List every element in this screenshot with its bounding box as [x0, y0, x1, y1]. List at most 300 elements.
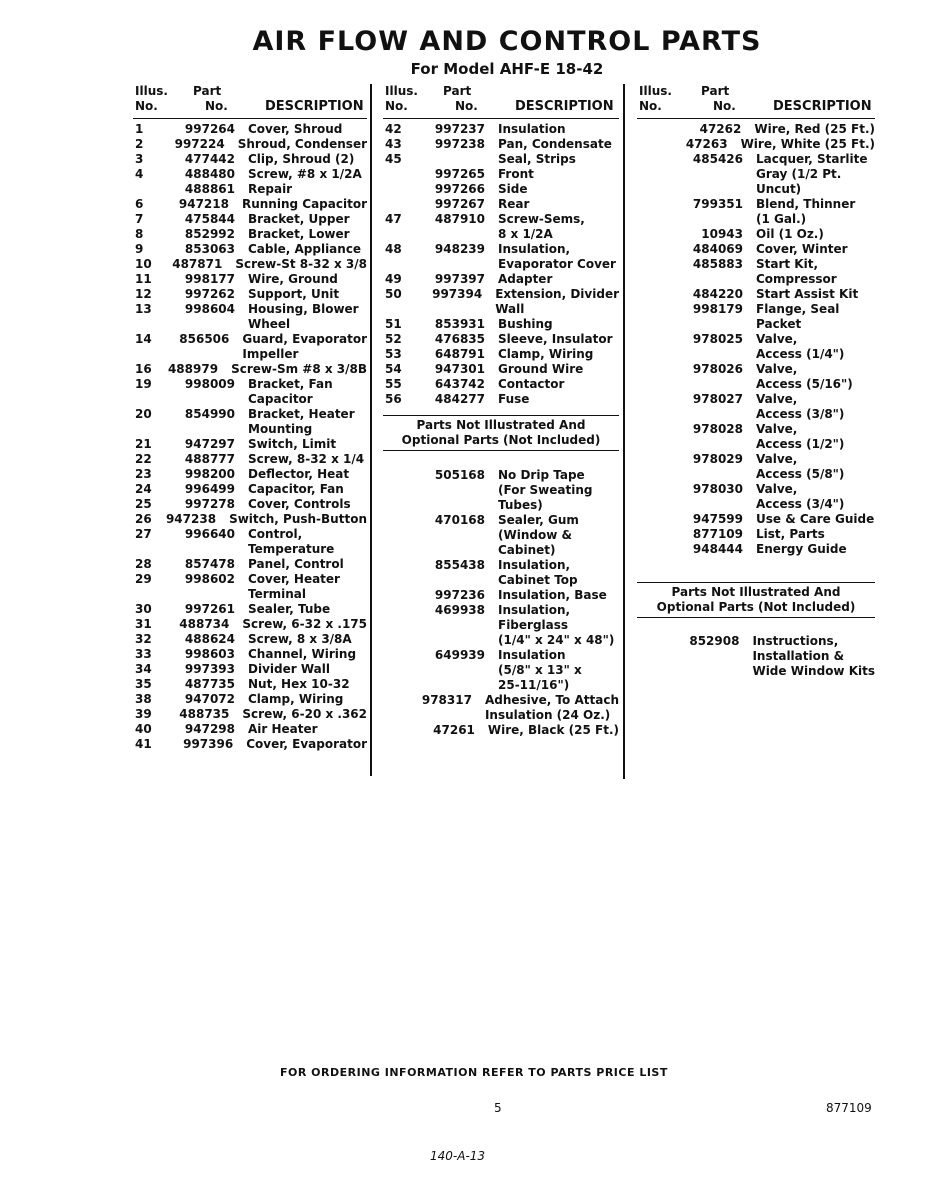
- description-line: Adhesive, To Attach: [484, 693, 619, 707]
- part-row: [133, 272, 367, 287]
- section-divider: [383, 450, 619, 451]
- part-description: [248, 437, 336, 452]
- part-row: [133, 527, 367, 557]
- part-row: [383, 362, 619, 377]
- section-heading-line: Optional Parts (Not Included): [656, 600, 856, 614]
- part-description: [498, 212, 585, 242]
- part-description: [756, 152, 868, 197]
- part-number: 996640: [184, 527, 235, 541]
- part-row: [133, 122, 367, 137]
- part-description: [248, 152, 354, 167]
- part-number: 947218: [178, 197, 229, 211]
- part-row: [133, 497, 367, 512]
- illus-number: 49: [385, 272, 402, 286]
- part-row: [383, 588, 619, 603]
- illus-number: 3: [135, 152, 144, 166]
- illus-number: [637, 422, 679, 452]
- part-number: 947599: [692, 512, 743, 526]
- header-illus: Illus.: [639, 84, 672, 98]
- part-row: [383, 603, 619, 648]
- description-line: Side: [498, 182, 528, 196]
- part-row: [133, 557, 367, 572]
- part-description: [242, 197, 367, 212]
- part-row: [637, 527, 875, 542]
- part-row: [133, 647, 367, 662]
- column-divider: [370, 84, 372, 776]
- part-number: 998179: [692, 302, 743, 316]
- part-number: 485426: [692, 152, 743, 166]
- part-row: [637, 137, 875, 152]
- description-line: Wall: [495, 302, 525, 316]
- part-number: 947298: [184, 722, 235, 736]
- illus-number: [383, 182, 425, 197]
- part-row: [383, 182, 619, 197]
- description-line: Tubes): [498, 498, 543, 512]
- part-number: 488979: [167, 362, 219, 376]
- illus-number: [637, 332, 679, 362]
- illus-number: 7: [135, 212, 144, 226]
- illus-number: [637, 452, 679, 482]
- part-description: [498, 377, 564, 392]
- description-line: Screw, 6-32 x .175: [242, 617, 367, 631]
- description-line: Instructions,: [752, 634, 839, 648]
- description-line: Access (3/8"): [756, 407, 845, 421]
- part-description: [248, 302, 359, 332]
- part-description: [242, 707, 367, 722]
- part-description: [756, 542, 847, 557]
- part-description: [756, 242, 848, 257]
- part-description: [248, 572, 340, 602]
- part-number: 487735: [184, 677, 235, 691]
- description-line: Contactor: [498, 377, 565, 391]
- header-part-no: No.: [205, 99, 228, 113]
- part-row: [637, 257, 875, 287]
- part-description: [498, 513, 579, 558]
- part-row: [637, 122, 875, 137]
- illus-number: [637, 227, 679, 242]
- illus-number: 35: [135, 677, 152, 691]
- illus-number: [383, 723, 421, 738]
- description-line: Fiberglass: [498, 618, 569, 632]
- part-row: [133, 167, 367, 182]
- description-line: Flange, Seal: [756, 302, 840, 316]
- description-line: Insulation: [498, 122, 566, 136]
- section-heading-line: Parts Not Illustrated And: [671, 585, 841, 599]
- part-number: 856506: [179, 332, 230, 346]
- part-row: [133, 722, 367, 737]
- description-line: Running Capacitor: [241, 197, 367, 211]
- part-number: 484277: [434, 392, 485, 406]
- part-number: 948239: [434, 242, 485, 256]
- part-description: [756, 362, 853, 392]
- illus-number: [637, 527, 679, 542]
- illus-number: [383, 558, 425, 588]
- part-row: [383, 723, 619, 738]
- part-description: [229, 512, 367, 527]
- part-number: 857478: [184, 557, 235, 571]
- column-header: [383, 84, 619, 119]
- part-description: [498, 648, 582, 693]
- illus-number: 45: [385, 152, 402, 166]
- illus-number: 48: [385, 242, 402, 256]
- part-description: [756, 482, 844, 512]
- part-description: [756, 512, 874, 527]
- header-description: DESCRIPTION: [265, 99, 364, 114]
- illus-number: 6: [135, 197, 144, 211]
- part-row: [133, 332, 367, 362]
- description-line: Control,: [248, 527, 303, 541]
- part-number: 485883: [692, 257, 743, 271]
- part-number: 852992: [184, 227, 235, 241]
- illus-number: 26: [135, 512, 152, 526]
- section-heading: [383, 416, 619, 450]
- part-row: [383, 648, 619, 693]
- handwritten-note: 140-A-13: [430, 1149, 486, 1163]
- description-line: Temperature: [248, 542, 335, 556]
- part-number: 998603: [184, 647, 235, 661]
- part-row: [133, 212, 367, 227]
- part-number: 853931: [434, 317, 485, 331]
- part-number: 978029: [692, 452, 743, 466]
- part-description: [248, 692, 343, 707]
- description-line: Access (5/16"): [756, 377, 853, 391]
- part-number: 488734: [179, 617, 230, 631]
- illus-number: 14: [135, 332, 152, 346]
- part-row: [133, 377, 367, 407]
- part-number: 855438: [434, 558, 485, 572]
- illus-number: [637, 392, 679, 422]
- description-line: Valve,: [756, 422, 798, 436]
- part-row: [383, 137, 619, 152]
- description-line: Access (1/2"): [756, 437, 845, 451]
- part-description: [242, 617, 367, 632]
- part-number: 10943: [701, 227, 743, 241]
- description-line: Valve,: [756, 482, 798, 496]
- illus-number: 32: [135, 632, 152, 646]
- illus-number: [637, 512, 679, 527]
- illus-number: [383, 468, 425, 513]
- description-line: Terminal: [248, 587, 307, 601]
- part-description: [756, 227, 824, 242]
- part-row: [133, 467, 367, 482]
- part-description: [498, 152, 576, 167]
- illus-number: [383, 167, 425, 182]
- part-description: [248, 722, 318, 737]
- illus-number: 24: [135, 482, 152, 496]
- illus-number: [383, 513, 425, 558]
- part-number: 997238: [434, 137, 485, 151]
- description-line: 8 x 1/2A: [498, 227, 553, 241]
- description-line: Cover, Controls: [248, 497, 351, 511]
- part-description: [248, 467, 349, 482]
- part-row: [383, 332, 619, 347]
- description-line: Compressor: [756, 272, 837, 286]
- description-line: Cable, Appliance: [248, 242, 362, 256]
- part-row: [637, 287, 875, 302]
- illus-number: [383, 603, 425, 648]
- part-number: 947238: [165, 512, 217, 526]
- illus-number: 2: [135, 137, 144, 151]
- illus-number: 52: [385, 332, 402, 346]
- part-description: [498, 392, 529, 407]
- header-part: Part: [443, 84, 472, 98]
- illus-number: 43: [385, 137, 402, 151]
- part-number: 997266: [434, 182, 485, 196]
- part-description: [498, 603, 614, 648]
- part-description: [248, 602, 330, 617]
- part-row: [133, 302, 367, 332]
- part-number: 469938: [434, 603, 485, 617]
- part-row: [637, 482, 875, 512]
- header-illus-no: No.: [639, 99, 662, 113]
- part-number: 488777: [184, 452, 235, 466]
- part-row: [383, 693, 619, 723]
- description-line: Cover, Heater: [248, 572, 340, 586]
- part-row: [383, 468, 619, 513]
- illus-number: 21: [135, 437, 152, 451]
- description-line: Screw-Sems,: [498, 212, 585, 226]
- part-row: [383, 272, 619, 287]
- description-line: Bracket, Upper: [248, 212, 350, 226]
- header-illus: Illus.: [135, 84, 168, 98]
- illus-number: [637, 362, 679, 392]
- part-description: [498, 362, 583, 377]
- illus-number: 25: [135, 497, 152, 511]
- description-line: Access (5/8"): [756, 467, 845, 481]
- part-description: [498, 137, 612, 152]
- part-description: [248, 272, 338, 287]
- header-illus-no: No.: [135, 99, 158, 113]
- part-description: [231, 362, 367, 377]
- part-row: [637, 392, 875, 422]
- description-line: (5/8" x 13" x: [498, 663, 582, 677]
- part-description: [498, 272, 552, 287]
- description-line: Guard, Evaporator: [242, 332, 367, 346]
- description-line: Nut, Hex 10-32: [248, 677, 350, 691]
- parts-list: [383, 119, 619, 738]
- description-line: Insulation,: [498, 558, 571, 572]
- column-header: [637, 84, 875, 119]
- part-description: [248, 677, 350, 692]
- description-line: Screw, #8 x 1/2A: [248, 167, 362, 181]
- part-row: [133, 602, 367, 617]
- part-row: [133, 707, 367, 722]
- description-line: Front: [498, 167, 534, 181]
- description-line: Extension, Divider: [495, 287, 619, 301]
- part-row: [637, 197, 875, 227]
- part-description: [238, 137, 367, 152]
- part-row: [383, 558, 619, 588]
- part-row: [383, 287, 619, 317]
- part-row: [133, 512, 367, 527]
- description-line: Divider Wall: [248, 662, 330, 676]
- part-description: [498, 197, 529, 212]
- part-number: 978030: [692, 482, 743, 496]
- part-number: 978025: [692, 332, 743, 346]
- part-number: 996499: [184, 482, 235, 496]
- part-description: [248, 227, 350, 242]
- illus-number: [637, 197, 679, 227]
- part-number: 998604: [184, 302, 235, 316]
- part-description: [485, 693, 619, 723]
- header-illus-no: No.: [385, 99, 408, 113]
- description-line: Screw, 6-20 x .362: [242, 707, 367, 721]
- illus-number: 1: [135, 122, 144, 136]
- part-row: [133, 137, 367, 152]
- description-line: Blend, Thinner: [756, 197, 856, 211]
- part-number: 998009: [184, 377, 235, 391]
- part-description: [248, 167, 362, 182]
- illus-number: 51: [385, 317, 402, 331]
- description-line: Pan, Condensate: [498, 137, 612, 151]
- part-number: 947301: [434, 362, 485, 376]
- header-part-no: No.: [455, 99, 478, 113]
- parts-column-1: [133, 84, 367, 752]
- description-line: Housing, Blower: [248, 302, 359, 316]
- description-line: Clamp, Wiring: [248, 692, 344, 706]
- part-row: [133, 692, 367, 707]
- illus-number: 30: [135, 602, 152, 616]
- part-number: 947297: [184, 437, 235, 451]
- part-number: 997278: [184, 497, 235, 511]
- section-heading: [637, 583, 875, 617]
- part-row: [133, 152, 367, 167]
- illus-number: 20: [135, 407, 152, 421]
- part-description: [248, 377, 333, 407]
- part-description: [756, 392, 844, 422]
- part-number: 997261: [184, 602, 235, 616]
- description-line: Wire, White (25 Ft.): [740, 137, 875, 151]
- description-line: Panel, Control: [248, 557, 344, 571]
- part-number: 997236: [434, 588, 485, 602]
- description-line: Mounting: [248, 422, 313, 436]
- part-row: [133, 662, 367, 677]
- part-number: 997396: [183, 737, 234, 751]
- description-line: Capacitor: [248, 392, 313, 406]
- illus-number: 28: [135, 557, 152, 571]
- part-row: [133, 197, 367, 212]
- part-number: 998177: [184, 272, 235, 286]
- part-description: [754, 122, 875, 137]
- description-line: Sealer, Tube: [248, 602, 331, 616]
- part-number: 470168: [434, 513, 485, 527]
- illus-number: [383, 648, 425, 693]
- description-line: Fuse: [498, 392, 530, 406]
- description-line: Impeller: [242, 347, 299, 361]
- description-line: Screw, 8-32 x 1/4: [248, 452, 365, 466]
- part-number: 484220: [692, 287, 743, 301]
- part-number: 475844: [184, 212, 235, 226]
- description-line: Wire, Black (25 Ft.): [487, 723, 619, 737]
- illus-number: [383, 197, 425, 212]
- description-line: Switch, Push-Button: [229, 512, 367, 526]
- part-row: [383, 242, 619, 272]
- header-description: DESCRIPTION: [773, 99, 872, 114]
- page-number: 5: [494, 1101, 502, 1115]
- description-line: Use & Care Guide: [756, 512, 875, 526]
- part-number: 47261: [433, 723, 475, 737]
- header-part: Part: [701, 84, 730, 98]
- part-description: [248, 242, 361, 257]
- description-line: Shroud, Condenser: [237, 137, 367, 151]
- description-line: Access (1/4"): [756, 347, 845, 361]
- part-row: [637, 242, 875, 257]
- part-number: 998200: [184, 467, 235, 481]
- part-row: [637, 542, 875, 557]
- part-row: [133, 182, 367, 197]
- part-number: 978026: [692, 362, 743, 376]
- illus-number: [637, 242, 679, 257]
- part-description: [248, 122, 342, 137]
- description-line: Sleeve, Insulator: [498, 332, 613, 346]
- parts-list: [637, 119, 875, 679]
- part-description: [248, 287, 339, 302]
- illus-number: 39: [135, 707, 152, 721]
- description-line: Support, Unit: [248, 287, 340, 301]
- description-line: Gray (1/2 Pt.: [756, 167, 842, 181]
- part-row: [133, 407, 367, 437]
- part-number: 643742: [434, 377, 485, 391]
- description-line: Clamp, Wiring: [498, 347, 594, 361]
- description-line: Seal, Strips: [498, 152, 576, 166]
- description-line: No Drip Tape: [498, 468, 585, 482]
- parts-column-3: [637, 84, 875, 679]
- description-line: Screw, 8 x 3/8A: [248, 632, 352, 646]
- part-description: [756, 422, 844, 452]
- description-line: Repair: [248, 182, 293, 196]
- section-heading-line: Optional Parts (Not Included): [401, 433, 601, 447]
- part-number: 47263: [685, 137, 728, 151]
- part-description: [248, 452, 364, 467]
- illus-number: 23: [135, 467, 152, 481]
- part-row: [133, 227, 367, 242]
- description-line: Insulation,: [498, 242, 571, 256]
- part-number: 997237: [434, 122, 485, 136]
- part-description: [248, 182, 292, 197]
- part-description: [756, 197, 855, 227]
- illus-number: 38: [135, 692, 152, 706]
- section-heading-line: Parts Not Illustrated And: [416, 418, 586, 432]
- description-line: Insulation (24 Oz.): [484, 708, 611, 722]
- part-row: [383, 122, 619, 137]
- illus-number: 54: [385, 362, 402, 376]
- header-part: Part: [193, 84, 222, 98]
- illus-number: [637, 122, 678, 137]
- part-number: 997265: [434, 167, 485, 181]
- illus-number: [637, 482, 679, 512]
- column-divider: [623, 84, 625, 779]
- part-description: [498, 182, 527, 197]
- illus-number: [637, 257, 679, 287]
- description-line: Wire, Red (25 Ft.): [754, 122, 875, 136]
- part-number: 488861: [184, 182, 235, 196]
- description-line: Switch, Limit: [248, 437, 337, 451]
- part-number: [425, 152, 485, 167]
- description-line: Packet: [756, 317, 802, 331]
- part-row: [133, 362, 367, 377]
- description-line: Bracket, Heater: [248, 407, 355, 421]
- description-line: Cover, Winter: [756, 242, 848, 256]
- part-description: [752, 634, 875, 679]
- part-description: [488, 723, 619, 738]
- part-row: [637, 452, 875, 482]
- illus-number: 31: [135, 617, 152, 631]
- part-number: 997397: [434, 272, 485, 286]
- description-line: Capacitor, Fan: [248, 482, 344, 496]
- description-line: Sealer, Gum: [498, 513, 579, 527]
- header-description: DESCRIPTION: [515, 99, 614, 114]
- part-number: 998602: [184, 572, 235, 586]
